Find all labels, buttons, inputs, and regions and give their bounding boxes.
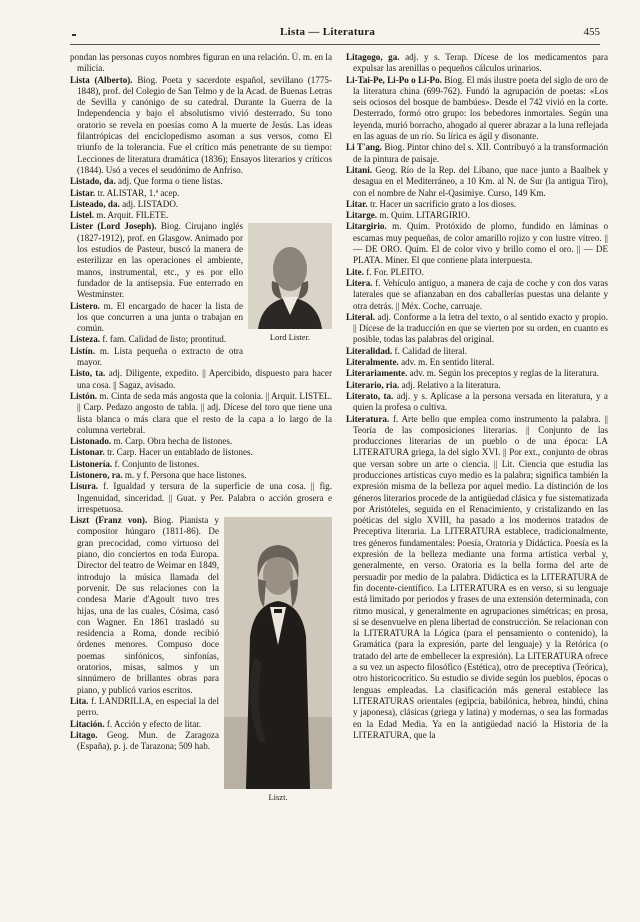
liszt-portrait-image bbox=[224, 517, 332, 789]
entry: Listeza. f. fam. Calidad de listo; prontitud. bbox=[70, 334, 227, 345]
page-header bbox=[70, 26, 600, 42]
entry: Listeado, da. adj. LISTADO. bbox=[70, 198, 179, 209]
entry: Listonado. m. Carp. Obra hecha de listones. bbox=[70, 436, 233, 447]
entry: Litago. Geog. Mun. de Zaragoza (España), p. j. de Tarazona; 509 hab. bbox=[70, 729, 219, 752]
entry: Listonar. tr. Carp. Hacer un entablado de listones. bbox=[70, 447, 253, 458]
entry: Li-Tai-Pe, Li-Po o Li-Po. Biog. El más ilustre poeta del siglo de oro de la literatura china (699-762). Fundó la agrupación de poetas: «Los seis ociosos del bosque de bambúes». Desde el 742 vivió en la corte. Desterrado, formó otro grupo: los bebedores inmortales. Según una leyenda, murió borracho, ahogado al querer abrazar a la luna reflejada en las aguas de un río. Su lírica es ágil y disonante. bbox=[346, 74, 608, 142]
entry: Litagogo, ga. adj. y s. Terap. Dícese de los medicamentos para expulsar las arenillas o pequeños cálculos urinarios. bbox=[346, 52, 608, 74]
lister-portrait-image bbox=[248, 223, 332, 329]
entry: Litani. Geog. Río de la Rep. del Líbano, que nace junto a Baalbek y desagua en el Mediterráneo, a 10 Km. al N. de Sur (la antigua Tiro), con el nombre de Nahr el-Qasimiye. Curso, 149 Km. bbox=[346, 164, 608, 198]
page-number: 455 bbox=[583, 26, 600, 38]
entry: Listo, ta. adj. Diligente, expedito. || Apercibido, dispuesto para hacer una cosa. || Sagaz, avisado. bbox=[70, 368, 332, 390]
liszt-caption: Liszt. bbox=[268, 792, 288, 803]
lister-caption: Lord Lister. bbox=[269, 332, 311, 343]
entry: Lisura. f. Igualdad y tersura de la superficie de una cosa. || fig. Ingenuidad, sinceridad. || Guat. y Per. Palabra o acción grosera e irrespetuosa. bbox=[70, 481, 332, 514]
entry: Lite. f. For. PLEITO. bbox=[346, 266, 424, 277]
entry: Literatura. f. Arte bello que emplea como instrumento la palabra. || Teoría de las composiciones literarias. || Conjunto de las producciones literarias de un pueblo o de una época: LA LITERATURA griega, la del siglo XVI. || Por ext., conjunto de obras que versan sobre un arte o ciencia. || Lit. Ciencia que estudia las producciones artísticas cuyo medio es la palabra; significa también la expresión misma de la belleza por aquel medio. La distinción de los géneros literarios procede de la antigüedad clásica y fue sistematizada por Aristóteles, seguida en el Renacimiento, y cristalizando en las poéticas del siglo XVIII, ha pasado a los modernos tratados de Preceptiva literaria. La LITERATURA establece, tradicionalmente, tres géneros fundamentales: Poesía, Oratoria y Didáctica. Poesía es la expresión de la belleza mediante una forma artística verbal y, generalmente, en verso. Oratoria es la bella forma del arte de persuadir por medio de la palabra. Didáctica es la LITERATURA de fin docente-científico. La LITERATURA es en verso, si su lenguaje está limitado por periodos y frases de una extensión determinada, con ritmo musical, y generalmente en agrupaciones simétricas; en prosa, si se desenvuelve en plena libertad de construcción. Se relacionan con la LITERATURA la Lógica (para el pensamiento o contenido), la Gramática (para la expresión, parte del lenguaje) y la Retórica (o tratado del arte de embellecer la expresión). La LITERATURA ofrece a su vez un aspecto filosófico (Estética), otro de preceptiva (Teórica), otro historicocrítico. Su estudio se divide según los pueblos, épocas o lenguas empleadas. La clasificación más general establece las LITERATURAS orientales (egipcia, babilónica, hebrea, hindú, china y japonesa), clásicas (griega y latina) y modernas, o sea las formadas en la Edad Media. Ya en la antigüedad nació la Historia de la LITERATURA, que la bbox=[346, 413, 608, 740]
entry: Listonería. f. Conjunto de listones. bbox=[70, 458, 200, 469]
entry: Litar. tr. Hacer un sacrificio grato a los dioses. bbox=[346, 198, 517, 209]
entry: Litación. f. Acción y efecto de litar. bbox=[70, 718, 202, 729]
entry: Lister (Lord Joseph). Biog. Cirujano inglés (1827-1912), prof. en Glasgow. Animado por los estudios de Pasteur, buscó la manera de esterilizar en las operaciones el ambiente, manos, instrumental, etc., y es por ello fundador de la antisepsia. Fue enterrado en Westminster. bbox=[70, 221, 243, 300]
entry: Literario, ria. adj. Relativo a la literatura. bbox=[346, 379, 501, 390]
entry: Listín. m. Lista pequeña o extracto de otra mayor. bbox=[70, 345, 243, 368]
running-head: Lista — Literatura bbox=[280, 26, 376, 38]
liszt-portrait-figure bbox=[224, 517, 332, 803]
entry: Listel. m. Arquit. FILETE. bbox=[70, 210, 169, 221]
entry: Literato, ta. adj. y s. Aplícase a la persona versada en literatura, y a quien la profesa o cultiva. bbox=[346, 390, 608, 413]
entry: Liszt (Franz von). Biog. Pianista y compositor húngaro (1811-86). De gran precocidad, como virtuoso del piano, dio conciertos en toda Europa. Director del teatro de Weimar en 1849, introdujo la música llamada del porvenir. De sus relaciones con la condesa Marie d'Agoult tuvo tres hijas, una de las cuales, Cósima, casó con Wagner. En 1861 trasladó su residencia a Roma, donde recibió órdenes menores. Compuso doce poemas sinfónicos, sinfonías, oratorios, misas, salmos y un sinnúmero de brillantes obras para piano, y publicó varios escritos. bbox=[70, 515, 219, 695]
entry: Listero. m. El encargado de hacer la lista de los que concurren a una junta o trabajan en común. bbox=[70, 300, 244, 334]
entry: Litarge. m. Quím. LITARGIRIO. bbox=[346, 210, 470, 221]
entry: Li T'ang. Biog. Pintor chino del s. XII. Contribuyó a la transformación de la pintura de paisaje. bbox=[346, 142, 608, 164]
entry: Lista (Alberto). Biog. Poeta y sacerdote español, sevillano (1775-1848), prof. del Colegio de San Telmo y de la Acad. de Buenas Letras de Sevilla y canónigo de su catedral. Durante la Guerra de la Independencia y bajo el absolutismo vivió desterrado. Su tono oratorio se revela en poesías como A la muerte de Jesús. Las ideas filantrópicas del enciclopedismo asoman a sus versos, como El triunfo de la tolerancia. Fue el crítico más penetrante de su tiempo: Lecciones de literatura dramática (1836); Ensayos literarios y críticos (1844). Usó a veces el seudónimo de Anfriso. bbox=[70, 74, 332, 175]
entry: Literalidad. f. Calidad de literal. bbox=[346, 345, 467, 356]
left-column bbox=[70, 52, 332, 914]
entry: Listón. m. Cinta de seda más angosta que la colonia. || Arquit. LISTEL. || Carp. Pedazo angosto de tabla. || adj. Dícese del toro que tiene una lista blanca o más clara que el resto de la capa a lo largo de la columna vertebral. bbox=[70, 390, 332, 435]
entry: pondan las personas cuyos nombres figuran en una relación. Ú. m. en la milicia. bbox=[70, 52, 332, 74]
entry: Litera. f. Vehículo antiguo, a manera de caja de coche y con dos varas laterales que se afianzaban en dos caballerías puestas una delante y otra detrás. || Méx. Coche, carruaje. bbox=[346, 277, 608, 311]
entry: Litargirio. m. Quím. Protóxido de plomo, fundido en láminas o escamas muy pequeñas, de color amarillo rojizo y con lustre vítreo. || — DE ORO. Quím. El de color vivo y brillo como el oro. || — DE PLATA. Miner. El que contiene plata interpuesta. bbox=[346, 221, 608, 266]
entry: Listar. tr. ALISTAR, 1.ª acep. bbox=[70, 187, 180, 198]
header-rule bbox=[70, 44, 600, 45]
entry: Listado, da. adj. Que forma o tiene listas. bbox=[70, 176, 223, 187]
entry: Literariamente. adv. m. Según los preceptos y reglas de la literatura. bbox=[346, 368, 599, 379]
right-column bbox=[346, 52, 608, 914]
entry: Literalmente. adv. m. En sentido literal. bbox=[346, 357, 495, 368]
entry: Listonero, ra. m. y f. Persona que hace listones. bbox=[70, 469, 247, 480]
lister-portrait-figure bbox=[248, 223, 332, 343]
entry: Literal. adj. Conforme a la letra del texto, o al sentido exacto y propio. || Dícese de la traducción en que se vierten por su orden, en cuanto es posible, todas las palabras del original. bbox=[346, 311, 608, 345]
entry: Lita. f. LANDRILLA, en especial la del perro. bbox=[70, 695, 219, 718]
